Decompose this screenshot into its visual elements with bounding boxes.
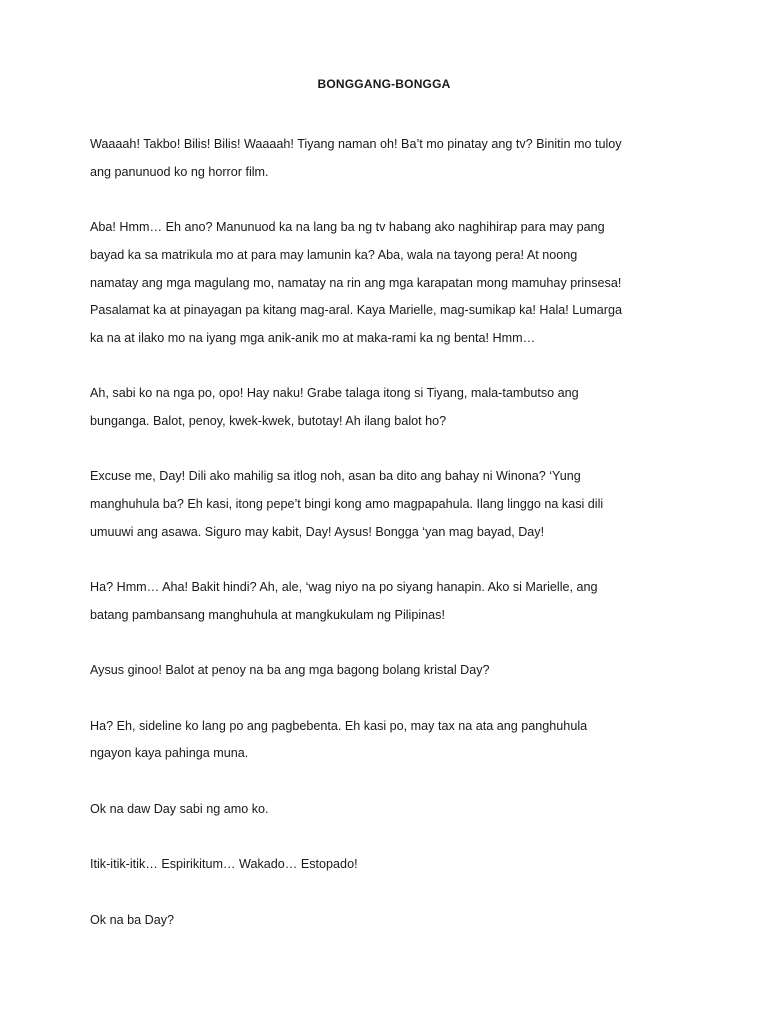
paragraph xyxy=(90,713,690,768)
text-line: Excuse me, Day! Dili ako mahilig sa itlog noh, asan ba dito ang bahay ni Winona? ‘Yung xyxy=(90,469,581,484)
paragraph xyxy=(90,851,690,879)
paragraph xyxy=(90,131,690,186)
paragraph xyxy=(90,214,690,353)
paragraph xyxy=(90,574,690,629)
text-line: namatay ang mga magulang mo, namatay na rin ang mga karapatan mong mamuhay prinsesa! xyxy=(90,275,622,290)
text-line: Itik-itik-itik… Espirikitum… Wakado… Estopado! xyxy=(90,857,358,872)
paragraph xyxy=(90,796,690,824)
text-line: bayad ka sa matrikula mo at para may lamunin ka? Aba, wala na tayong pera! At noong xyxy=(90,247,578,262)
text-line: Pasalamat ka at pinayagan pa kitang mag-aral. Kaya Marielle, mag-sumikap ka! Hala! Lumarga xyxy=(90,303,623,318)
paragraph xyxy=(90,907,690,935)
text-line: Ok na daw Day sabi ng amo ko. xyxy=(90,801,269,816)
text-line: Ok na ba Day? xyxy=(90,912,175,927)
text-line: Waaaah! Takbo! Bilis! Bilis! Waaaah! Tiyang naman oh! Ba’t mo pinatay ang tv? Binitin mo tuloy xyxy=(90,137,622,151)
text-line: Aysus ginoo! Balot at penoy na ba ang mga bagong bolang kristal Day? xyxy=(90,663,490,678)
paragraph xyxy=(90,380,690,435)
text-line: Ha? Hmm… Aha! Bakit hindi? Ah, ale, ‘wag niyo na po siyang hanapin. Ako si Marielle, ang xyxy=(90,580,598,595)
text-line: Ha? Eh, sideline ko lang po ang pagbebenta. Eh kasi po, may tax na ata ang panghuhula xyxy=(90,718,588,733)
text-line: bunganga. Balot, penoy, kwek-kwek, butotay! Ah ilang balot ho? xyxy=(90,414,447,428)
text-line: batang pambansang manghuhula at mangkukulam ng Pilipinas! xyxy=(90,607,445,622)
text-line: ka na at ilako mo na iyang mga anik-anik mo at maka-rami ka ng benta! Hmm… xyxy=(90,330,536,345)
text-line: manghuhula ba? Eh kasi, itong pepe’t bingi kong amo magpapahula. Ilang linggo na kasi dili xyxy=(90,497,604,512)
text-line: Aba! Hmm… Eh ano? Manunuod ka na lang ba ng tv habang ako naghihirap para may pang xyxy=(90,220,605,235)
text-line: Ah, sabi ko na nga po, opo! Hay naku! Grabe talaga itong si Tiyang, mala-tambutso ang xyxy=(90,386,579,401)
document-body xyxy=(90,131,690,962)
text-line: umuuwi ang asawa. Siguro may kabit, Day! Aysus! Bongga ‘yan mag bayad, Day! xyxy=(90,524,545,539)
text-line: ngayon kaya pahinga muna. xyxy=(90,746,249,761)
paragraph xyxy=(90,657,690,685)
paragraph xyxy=(90,463,690,546)
text-line: ang panunuod ko ng horror film. xyxy=(90,164,269,179)
document-title: BONGGANG-BONGGA xyxy=(317,77,451,91)
